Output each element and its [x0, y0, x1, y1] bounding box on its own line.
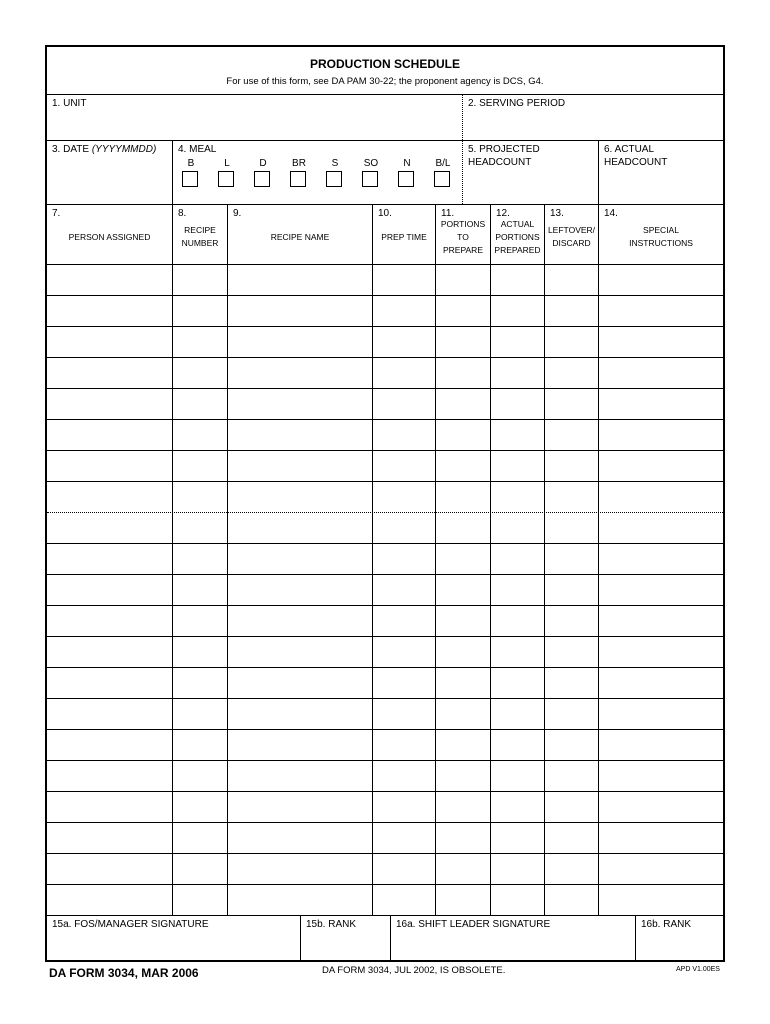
col-special-instructions-1: SPECIAL — [643, 225, 679, 235]
col-prep-time: PREP TIME — [381, 232, 427, 242]
rank-16b-field[interactable] — [638, 933, 720, 959]
col13-number: 13. — [550, 208, 564, 219]
divider — [172, 140, 173, 204]
meal-option-label: BR — [292, 158, 306, 169]
actual-headcount-label: 6. ACTUAL — [604, 144, 655, 155]
meal-label: 4. MEAL — [178, 144, 217, 155]
projected-headcount-label-2: HEADCOUNT — [468, 157, 532, 168]
rank-15b-label: 15b. RANK — [306, 919, 357, 930]
table-row[interactable] — [47, 419, 723, 420]
divider — [390, 915, 391, 960]
table-row[interactable] — [47, 791, 723, 792]
meal-option-label: SO — [363, 158, 379, 169]
date-format: (YYYYMMDD) — [91, 144, 157, 155]
unit-label: 1. UNIT — [52, 98, 87, 109]
table-row[interactable] — [47, 543, 723, 544]
divider — [435, 204, 436, 915]
table-row[interactable] — [47, 760, 723, 761]
serving-period-label: 2. SERVING PERIOD — [468, 98, 566, 109]
col-portions-to-prepare-1: PORTIONS — [440, 219, 486, 229]
col8-number: 8. — [178, 208, 187, 219]
meal-checkbox-b[interactable] — [182, 171, 198, 187]
table-row[interactable] — [47, 512, 723, 513]
col-actual-portions-3: PREPARED — [494, 245, 541, 255]
table-row[interactable] — [47, 574, 723, 575]
date-label: 3. DATE (YYYYMMDD) — [52, 144, 157, 155]
divider — [47, 94, 723, 95]
projected-headcount-field[interactable] — [465, 173, 595, 202]
form-subtitle: For use of this form, see DA PAM 30-22; the proponent agency is DCS, G4. — [226, 76, 544, 87]
col10-number: 10. — [378, 208, 392, 219]
table-row[interactable] — [47, 729, 723, 730]
serving-period-field[interactable] — [465, 111, 719, 138]
table-row[interactable] — [47, 450, 723, 451]
col-person-assigned: PERSON ASSIGNED — [68, 232, 151, 242]
table-row[interactable] — [47, 388, 723, 389]
col-leftover-discard-2: DISCARD — [552, 238, 591, 248]
col-portions-to-prepare-3: PREPARE — [443, 245, 483, 255]
fos-manager-signature-field[interactable] — [49, 933, 297, 959]
divider — [47, 264, 723, 265]
meal-option-label: N — [403, 158, 411, 169]
col14-number: 14. — [604, 208, 618, 219]
divider — [172, 204, 173, 915]
rank-15b-field[interactable] — [303, 933, 387, 959]
meal-checkbox-n[interactable] — [398, 171, 414, 187]
meal-option-label: L — [224, 158, 230, 169]
meal-checkbox-so[interactable] — [362, 171, 378, 187]
shift-leader-signature-field[interactable] — [393, 933, 632, 959]
form-title: PRODUCTION SCHEDULE — [309, 57, 460, 71]
meal-option-label: B/L — [435, 158, 451, 169]
meal-checkbox-d[interactable] — [254, 171, 270, 187]
col-recipe-number-2: NUMBER — [181, 238, 219, 248]
table-row[interactable] — [47, 326, 723, 327]
table-row[interactable] — [47, 636, 723, 637]
divider — [47, 204, 723, 205]
col11-number: 11. — [441, 208, 455, 219]
col-recipe-number-1: RECIPE — [184, 225, 216, 235]
meal-checkbox-l[interactable] — [218, 171, 234, 187]
divider — [462, 140, 463, 204]
meal-option-label: D — [259, 158, 267, 169]
table-row[interactable] — [47, 667, 723, 668]
divider — [47, 140, 723, 141]
table-row[interactable] — [47, 481, 723, 482]
table-row[interactable] — [47, 605, 723, 606]
col-portions-to-prepare-2: TO — [457, 232, 469, 242]
divider — [462, 94, 463, 140]
divider — [372, 204, 373, 915]
actual-headcount-field[interactable] — [601, 173, 721, 202]
meal-checkbox-bl[interactable] — [434, 171, 450, 187]
fos-manager-signature-label: 15a. FOS/MANAGER SIGNATURE — [52, 919, 209, 930]
production-schedule-form — [45, 45, 725, 962]
col-actual-portions-2: PORTIONS — [495, 232, 540, 242]
meal-option-label: S — [331, 158, 339, 169]
table-row[interactable] — [47, 884, 723, 885]
projected-headcount-label: 5. PROJECTED — [468, 144, 540, 155]
actual-headcount-label-2: HEADCOUNT — [604, 157, 668, 168]
col12-number: 12. — [496, 208, 510, 219]
version-label: APD V1.00ES — [676, 966, 720, 973]
col-recipe-name: RECIPE NAME — [270, 232, 330, 242]
obsolete-notice: DA FORM 3034, JUL 2002, IS OBSOLETE. — [322, 965, 506, 976]
meal-checkbox-s[interactable] — [326, 171, 342, 187]
meal-checkbox-br[interactable] — [290, 171, 306, 187]
table-row[interactable] — [47, 822, 723, 823]
divider — [598, 140, 599, 204]
form-identifier: DA FORM 3034, MAR 2006 — [49, 966, 199, 980]
rank-16b-label: 16b. RANK — [641, 919, 692, 930]
table-row[interactable] — [47, 357, 723, 358]
table-row[interactable] — [47, 295, 723, 296]
table-row[interactable] — [47, 698, 723, 699]
table-row[interactable] — [47, 853, 723, 854]
divider — [300, 915, 301, 960]
shift-leader-signature-label: 16a. SHIFT LEADER SIGNATURE — [396, 919, 551, 930]
divider — [635, 915, 636, 960]
meal-option-label: B — [187, 158, 195, 169]
col7-number: 7. — [52, 208, 61, 219]
col9-number: 9. — [233, 208, 242, 219]
col-actual-portions-1: ACTUAL — [500, 219, 535, 229]
col-leftover-discard-1: LEFTOVER/ — [547, 225, 596, 235]
divider — [490, 204, 491, 915]
divider — [227, 204, 228, 915]
col-special-instructions-2: INSTRUCTIONS — [629, 238, 693, 248]
divider — [598, 204, 599, 915]
table-row[interactable] — [47, 915, 723, 916]
date-field[interactable] — [49, 159, 169, 201]
divider — [544, 204, 545, 915]
unit-field[interactable] — [49, 111, 459, 138]
